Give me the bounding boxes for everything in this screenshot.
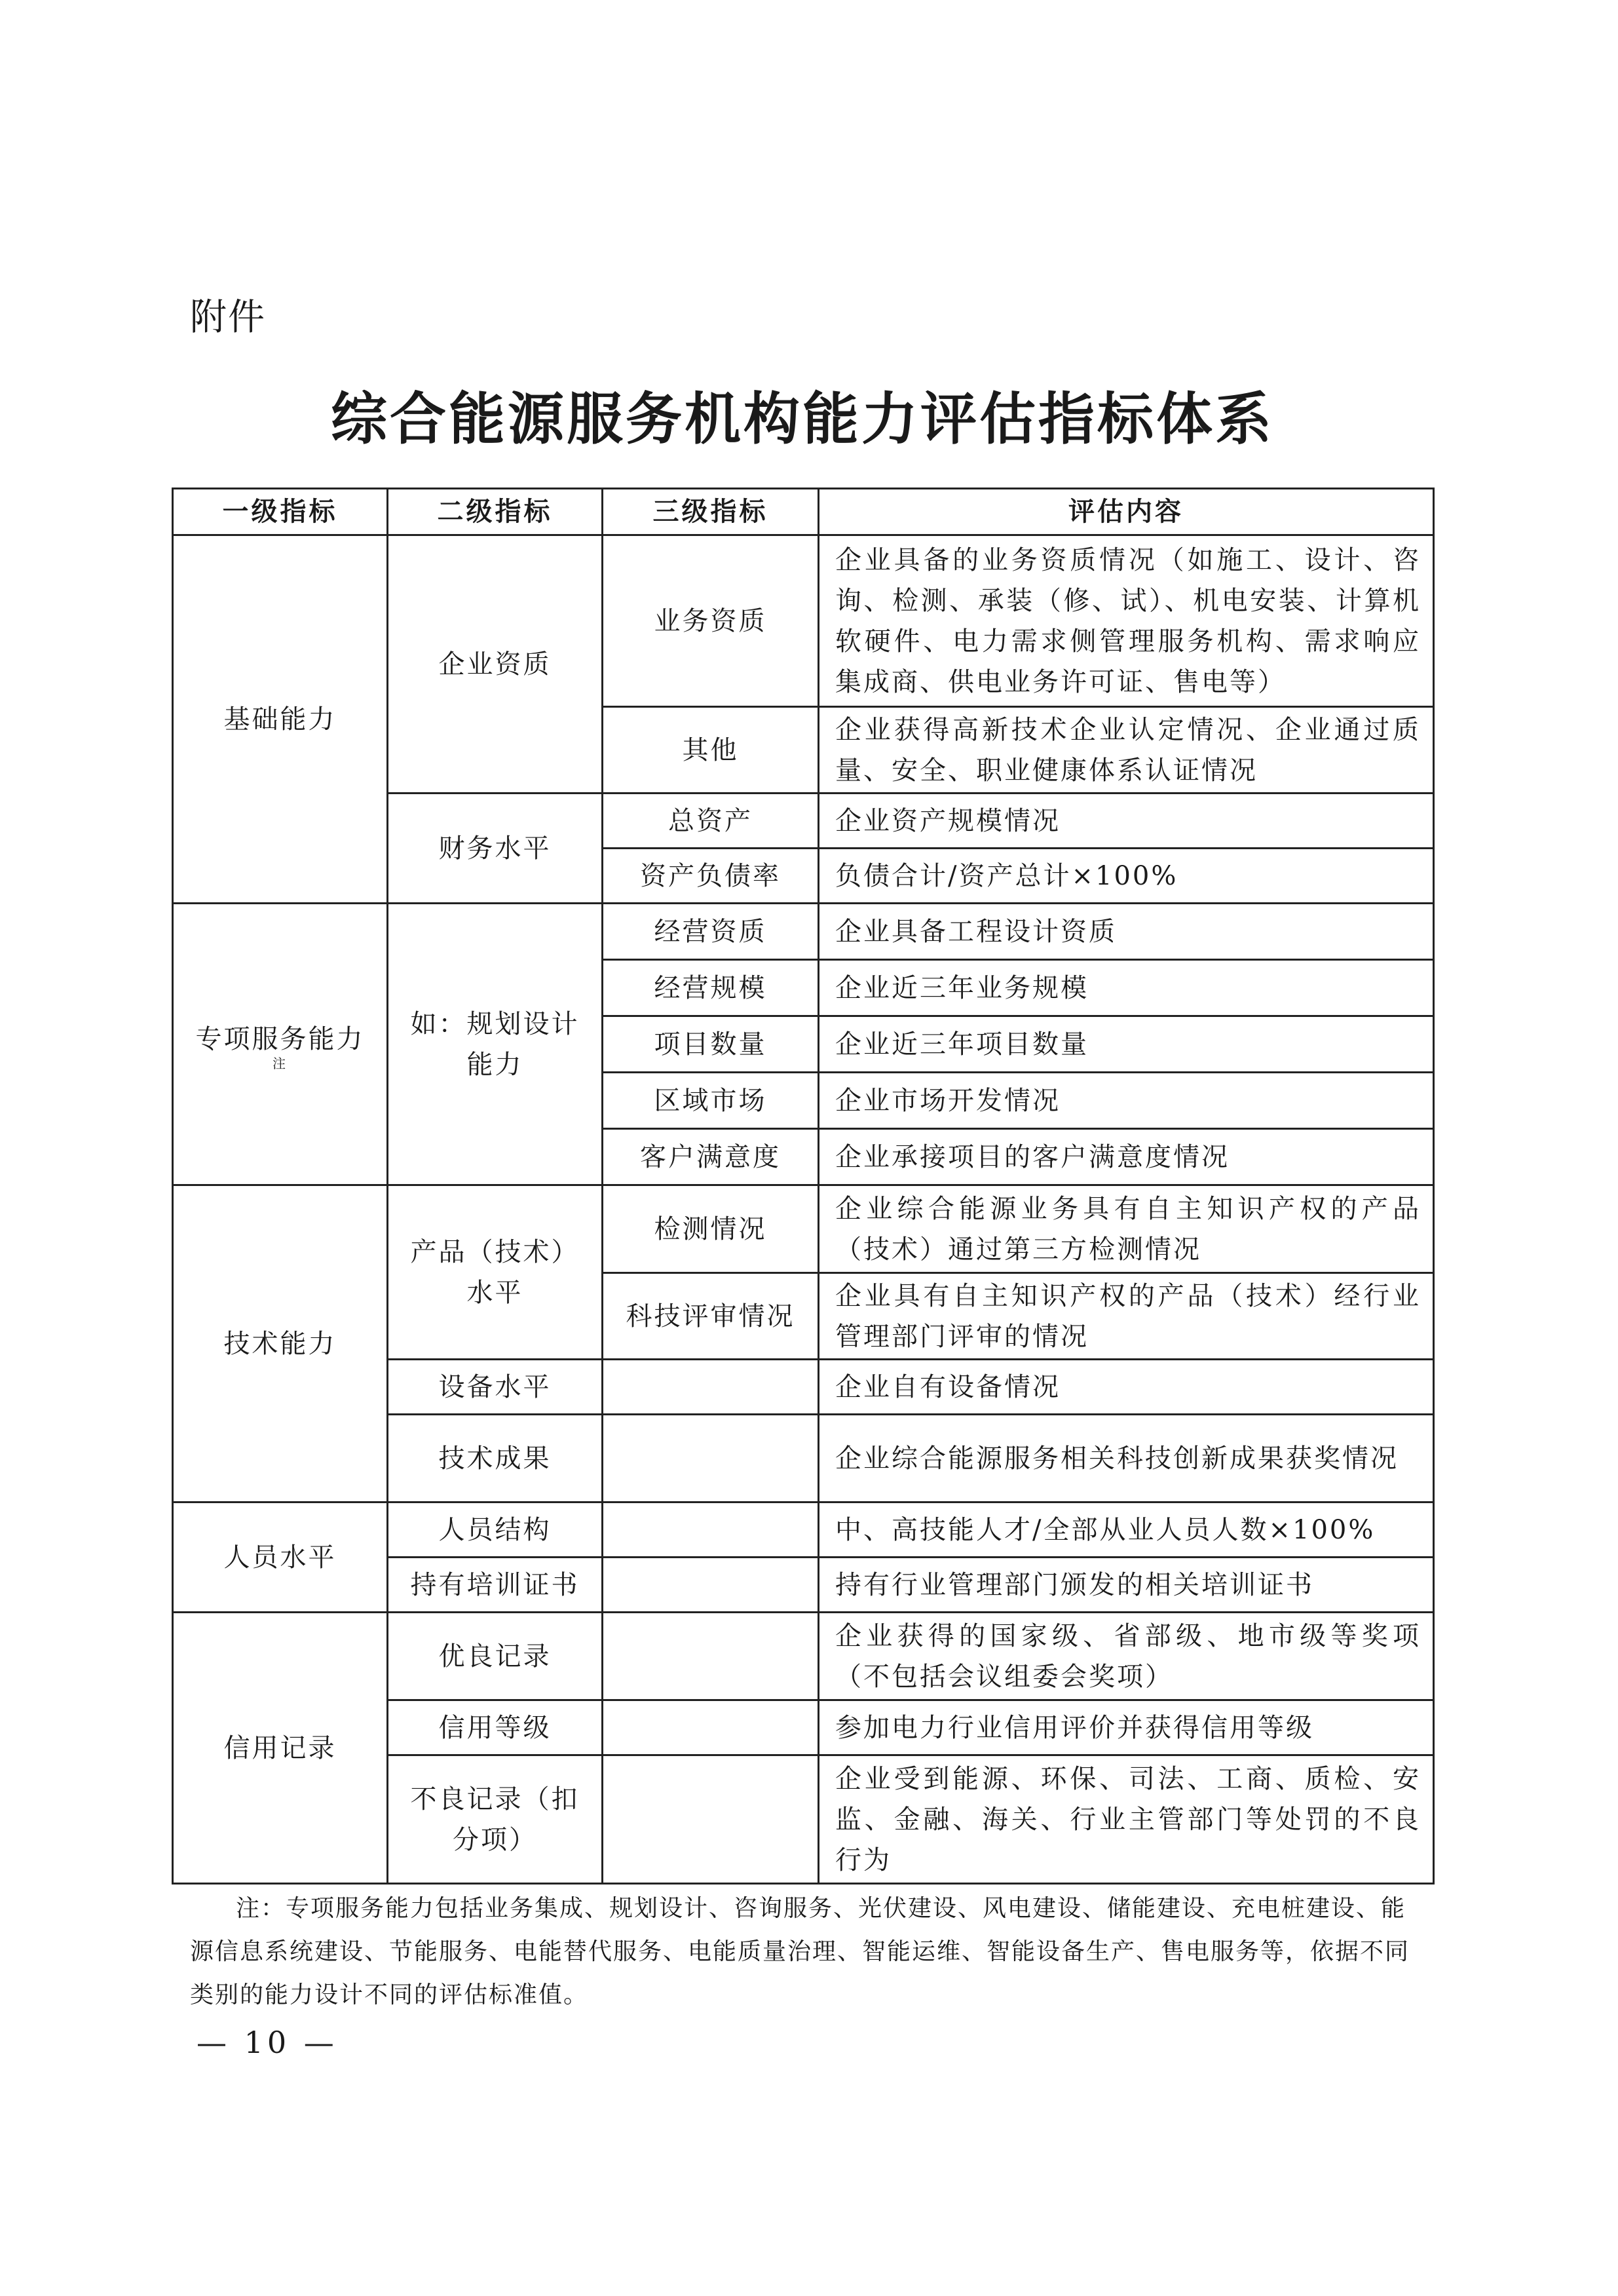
content-cell: 企业市场开发情况 bbox=[819, 1073, 1434, 1129]
level3-cell: 检测情况 bbox=[603, 1185, 819, 1273]
level3-cell: 客户满意度 bbox=[603, 1129, 819, 1185]
level1-cell: 技术能力 bbox=[173, 1185, 388, 1502]
level2-cell: 持有培训证书 bbox=[388, 1558, 603, 1613]
content-cell: 参加电力行业信用评价并获得信用等级 bbox=[819, 1700, 1434, 1755]
content-cell: 企业自有设备情况 bbox=[819, 1360, 1434, 1415]
content-cell: 企业承接项目的客户满意度情况 bbox=[819, 1129, 1434, 1185]
level3-cell bbox=[603, 1613, 819, 1700]
content-cell: 企业近三年业务规模 bbox=[819, 960, 1434, 1016]
table-row bbox=[173, 1613, 1434, 1700]
table-row bbox=[173, 1185, 1434, 1273]
level3-cell: 科技评审情况 bbox=[603, 1273, 819, 1360]
level1-cell: 信用记录 bbox=[173, 1613, 388, 1884]
level3-cell bbox=[603, 1558, 819, 1613]
header-level2: 二级指标 bbox=[388, 489, 603, 535]
table-row bbox=[173, 1502, 1434, 1558]
level2-cell: 信用等级 bbox=[388, 1700, 603, 1755]
level3-cell bbox=[603, 1700, 819, 1755]
content-cell: 中、高技能人才/全部从业人员人数×100% bbox=[819, 1502, 1434, 1558]
content-cell: 企业资产规模情况 bbox=[819, 794, 1434, 849]
level2-cell: 人员结构 bbox=[388, 1502, 603, 1558]
level3-cell: 经营规模 bbox=[603, 960, 819, 1016]
content-cell: 企业具备的业务资质情况（如施工、设计、咨询、检测、承装（修、试）、机电安装、计算机软硬件、电力需求侧管理服务机构、需求响应集成商、供电业务许可证、售电等） bbox=[819, 535, 1434, 707]
content-cell: 企业近三年项目数量 bbox=[819, 1016, 1434, 1073]
page-number: — 10 — bbox=[197, 2025, 338, 2060]
level2-cell: 企业资质 bbox=[388, 535, 603, 794]
evaluation-index-table bbox=[172, 488, 1435, 1885]
content-cell: 企业综合能源服务相关科技创新成果获奖情况 bbox=[819, 1415, 1434, 1502]
level1-label: 专项服务能力 bbox=[195, 1024, 365, 1054]
table-row bbox=[173, 535, 1434, 707]
header-level1: 一级指标 bbox=[173, 489, 388, 535]
level3-cell: 项目数量 bbox=[603, 1016, 819, 1073]
table-row bbox=[173, 904, 1434, 960]
content-cell: 负债合计/资产总计×100% bbox=[819, 849, 1434, 904]
level3-cell: 区域市场 bbox=[603, 1073, 819, 1129]
level3-cell: 经营资质 bbox=[603, 904, 819, 960]
content-cell: 企业综合能源业务具有自主知识产权的产品（技术）通过第三方检测情况 bbox=[819, 1185, 1434, 1273]
content-cell: 企业具备工程设计资质 bbox=[819, 904, 1434, 960]
attachment-label: 附件 bbox=[190, 296, 266, 339]
content-cell: 企业具有自主知识产权的产品（技术）经行业管理部门评审的情况 bbox=[819, 1273, 1434, 1360]
level3-cell bbox=[603, 1502, 819, 1558]
table-header-row bbox=[173, 489, 1434, 535]
content-cell: 企业获得的国家级、省部级、地市级等奖项（不包括会议组委会奖项） bbox=[819, 1613, 1434, 1700]
content-cell: 企业受到能源、环保、司法、工商、质检、安监、金融、海关、行业主管部门等处罚的不良行为 bbox=[819, 1755, 1434, 1884]
content-cell: 持有行业管理部门颁发的相关培训证书 bbox=[819, 1558, 1434, 1613]
level1-cell: 人员水平 bbox=[173, 1502, 388, 1613]
level2-cell: 不良记录（扣分项） bbox=[388, 1755, 603, 1884]
level2-cell: 产品（技术）水平 bbox=[388, 1185, 603, 1360]
level3-cell: 资产负债率 bbox=[603, 849, 819, 904]
level2-cell: 技术成果 bbox=[388, 1415, 603, 1502]
level3-cell: 总资产 bbox=[603, 794, 819, 849]
level3-cell bbox=[603, 1360, 819, 1415]
level2-cell: 财务水平 bbox=[388, 794, 603, 904]
level1-cell: 基础能力 bbox=[173, 535, 388, 904]
table-footnote: 注：专项服务能力包括业务集成、规划设计、咨询服务、光伏建设、风电建设、储能建设、充电桩建设、能源信息系统建设、节能服务、电能替代服务、电能质量治理、智能运维、智能设备生产、售电服务等，依据不同类别的能力设计不同的评估标准值。 bbox=[190, 1895, 1410, 2008]
level2-cell: 如：规划设计能力 bbox=[388, 904, 603, 1185]
level3-cell: 业务资质 bbox=[603, 535, 819, 707]
level2-cell: 优良记录 bbox=[388, 1613, 603, 1700]
header-content: 评估内容 bbox=[819, 489, 1434, 535]
level3-cell bbox=[603, 1755, 819, 1884]
document-title: 综合能源服务机构能力评估指标体系 bbox=[331, 386, 1274, 452]
header-level3: 三级指标 bbox=[603, 489, 819, 535]
note-marker: 注 bbox=[273, 1055, 288, 1071]
level3-cell bbox=[603, 1415, 819, 1502]
content-cell: 企业获得高新技术企业认定情况、企业通过质量、安全、职业健康体系认证情况 bbox=[819, 707, 1434, 794]
level3-cell: 其他 bbox=[603, 707, 819, 794]
level2-cell: 设备水平 bbox=[388, 1360, 603, 1415]
level1-cell bbox=[173, 904, 388, 1185]
